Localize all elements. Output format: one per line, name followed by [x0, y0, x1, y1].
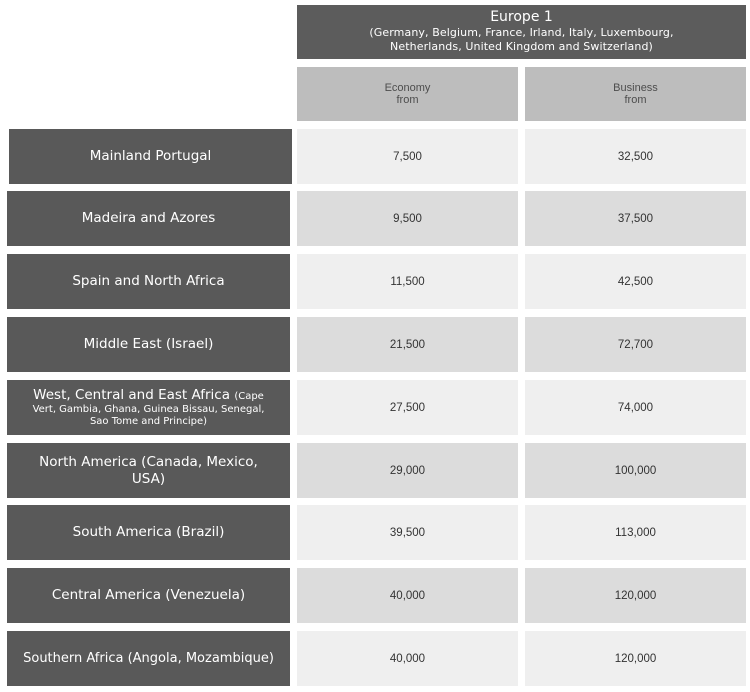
economy-column-header	[297, 67, 518, 121]
row-label-detail-2: Vert, Gambia, Ghana, Guinea Bissau, Senegal,	[32, 404, 265, 415]
economy-value: 21,500	[297, 317, 518, 372]
row-label-middle-east	[7, 317, 290, 372]
business-value: 72,700	[525, 317, 746, 372]
row-label-text: Central America (Venezuela)	[51, 587, 246, 603]
row-label-west-central-east-africa	[7, 380, 290, 435]
economy-header-label: Economy	[384, 82, 431, 94]
economy-value: 11,500	[297, 254, 518, 309]
economy-value: 29,000	[297, 443, 518, 498]
region-countries-line-1: (Germany, Belgium, France, Irland, Italy, Luxembourg,	[369, 26, 674, 39]
row-label-mainland-portugal	[9, 129, 292, 184]
economy-value: 40,000	[297, 631, 518, 686]
row-label-text: Mainland Portugal	[89, 148, 212, 164]
economy-header-sub: from	[396, 94, 419, 106]
row-label-text: Spain and North Africa	[72, 273, 225, 289]
economy-value: 27,500	[297, 380, 518, 435]
business-value: 74,000	[525, 380, 746, 435]
business-value: 32,500	[525, 129, 746, 184]
business-value: 120,000	[525, 631, 746, 686]
economy-value: 39,500	[297, 505, 518, 560]
business-column-header	[525, 67, 746, 121]
economy-value: 9,500	[297, 191, 518, 246]
row-label-line-2: USA)	[131, 470, 166, 487]
economy-value: 7,500	[297, 129, 518, 184]
row-label-south-america	[7, 505, 290, 560]
region-header	[297, 5, 746, 59]
business-value: 42,500	[525, 254, 746, 309]
row-label-line-1: North America (Canada, Mexico,	[39, 453, 258, 470]
row-label-spain-north-africa	[7, 254, 290, 309]
row-label-text: South America (Brazil)	[72, 524, 225, 540]
row-label-madeira-azores	[7, 191, 290, 246]
region-title: Europe 1	[490, 9, 553, 25]
row-label-central-america	[7, 568, 290, 623]
row-label-southern-africa	[7, 631, 290, 686]
row-label-detail-3: Sao Tome and Principe)	[89, 416, 208, 427]
row-label-text: Madeira and Azores	[81, 210, 216, 226]
row-label-main: West, Central and East Africa	[33, 387, 231, 403]
business-value: 100,000	[525, 443, 746, 498]
row-label-text: Middle East (Israel)	[83, 336, 214, 352]
row-label-north-america	[7, 443, 290, 498]
business-value: 120,000	[525, 568, 746, 623]
business-header-label: Business	[613, 82, 658, 94]
row-label-detail-1: (Cape	[234, 391, 264, 402]
business-header-sub: from	[624, 94, 647, 106]
row-label-text: Southern Africa (Angola, Mozambique)	[23, 651, 274, 666]
business-value: 37,500	[525, 191, 746, 246]
economy-value: 40,000	[297, 568, 518, 623]
region-countries-line-2: Netherlands, United Kingdom and Switzerland)	[390, 40, 653, 53]
business-value: 113,000	[525, 505, 746, 560]
